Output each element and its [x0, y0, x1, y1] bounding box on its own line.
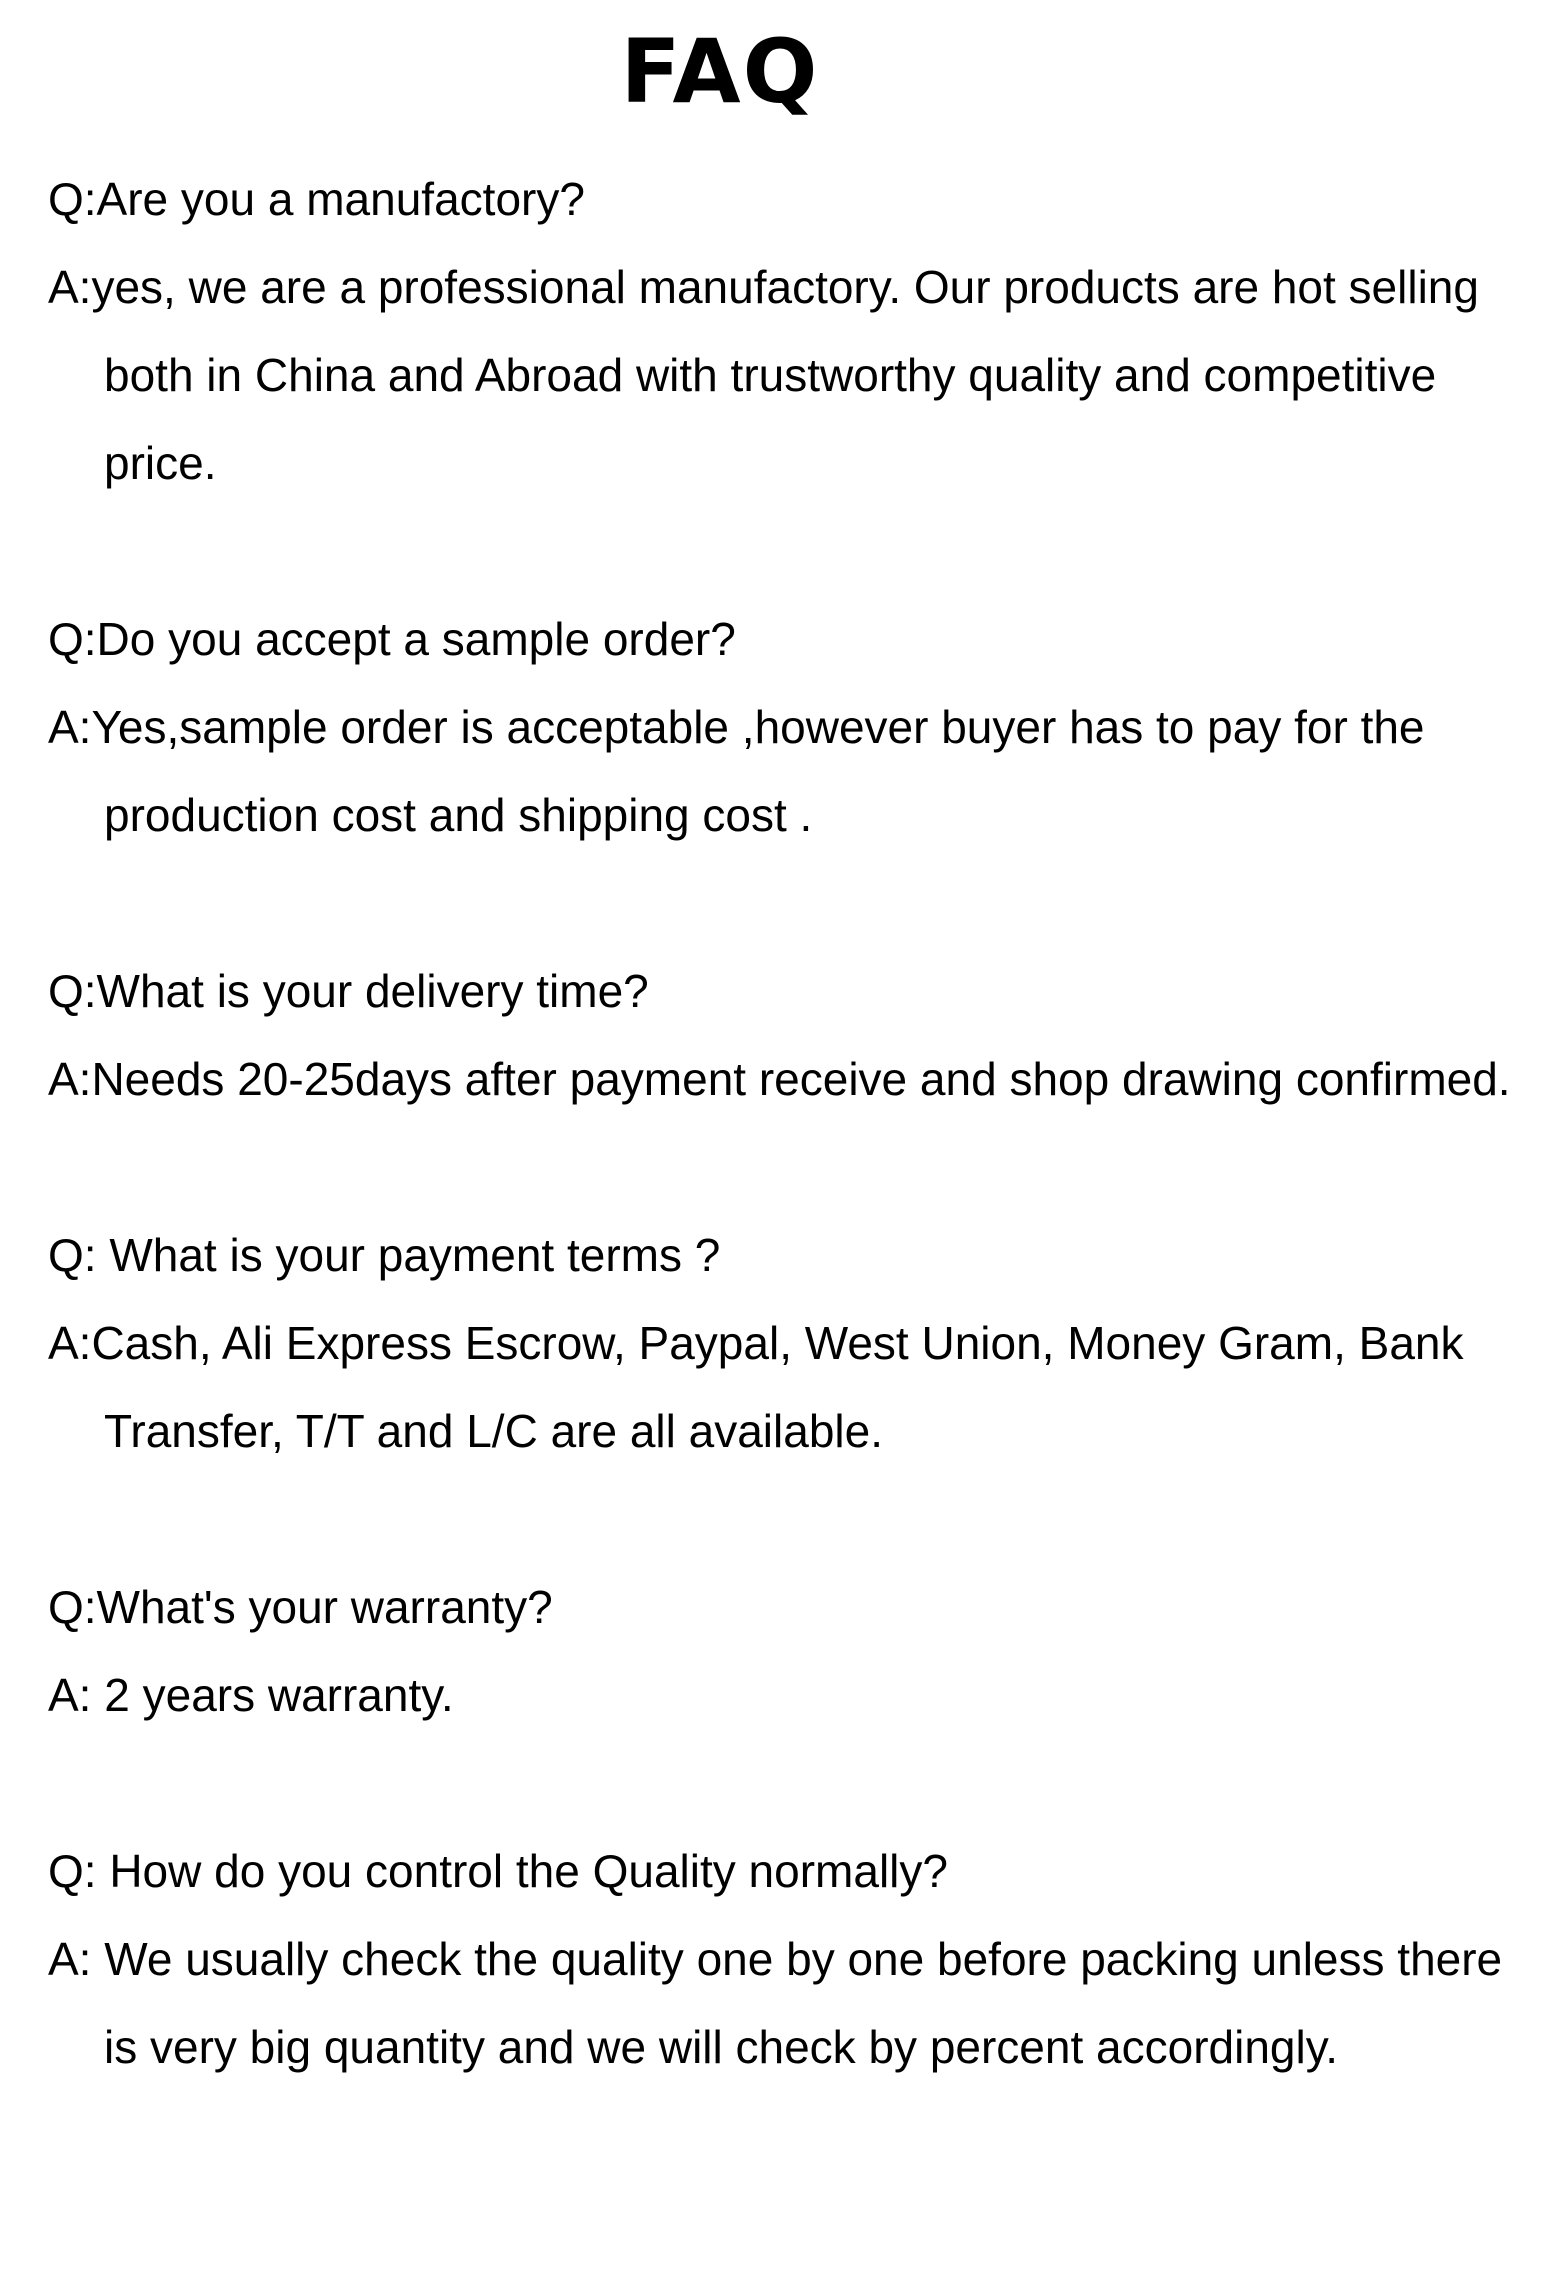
faq-list	[48, 155, 1528, 2179]
faq-answer: A:Needs 20-25days after payment receive and shop drawing confirmed.	[48, 1053, 1511, 1105]
faq-answer: A:Cash, Ali Express Escrow, Paypal, West Union, Money Gram, Bank Transfer, T/T and L/C are all available.	[48, 1317, 1464, 1457]
faq-question: Q:What is your delivery time?	[48, 965, 649, 1017]
faq-question: Q:Do you accept a sample order?	[48, 613, 736, 665]
faq-item-payment-terms	[48, 1211, 1528, 1475]
faq-item-warranty	[48, 1563, 1528, 1739]
faq-answer: A:yes, we are a professional manufactory. Our products are hot selling both in China and Abroad with trustworthy quality and competitive price.	[48, 261, 1479, 489]
faq-item-delivery-time	[48, 947, 1528, 1123]
faq-question: Q: What is your payment terms ?	[48, 1229, 721, 1281]
faq-question: Q:Are you a manufactory?	[48, 173, 585, 225]
faq-item-manufactory	[48, 155, 1528, 507]
faq-answer: A: 2 years warranty.	[48, 1669, 454, 1721]
faq-answer: A:Yes,sample order is acceptable ,however buyer has to pay for the production cost and shipping cost .	[48, 701, 1425, 841]
faq-question: Q:What's your warranty?	[48, 1581, 553, 1633]
faq-question: Q: How do you control the Quality normally?	[48, 1845, 948, 1897]
faq-item-sample-order	[48, 595, 1528, 859]
faq-item-quality-control	[48, 1827, 1528, 2091]
faq-answer: A: We usually check the quality one by one before packing unless there is very big quantity and we will check by percent accordingly.	[48, 1933, 1503, 2073]
page-title: FAQ	[620, 20, 820, 123]
